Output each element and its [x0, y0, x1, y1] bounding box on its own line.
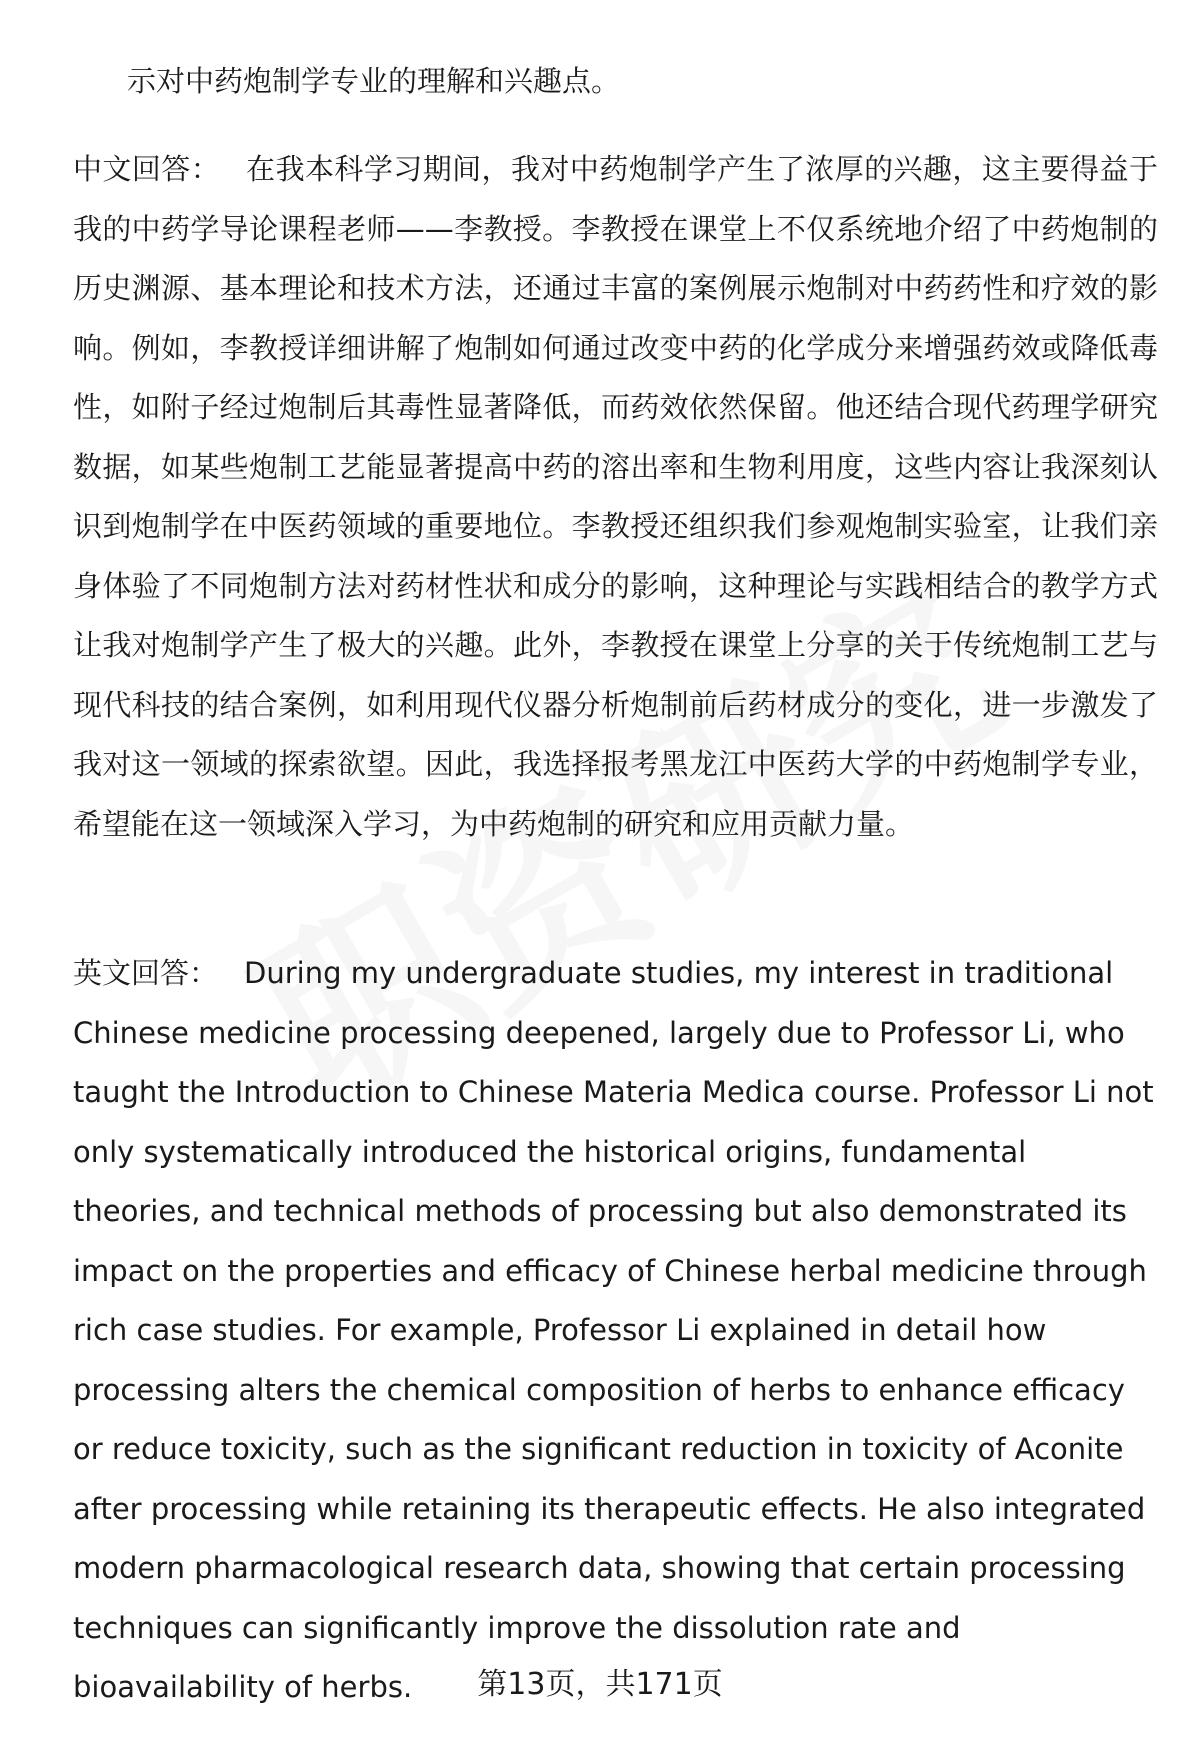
english-answer-text: During my undergraduate studies, my interest in traditional Chinese medicine processing deepened, largely due to Professor Li, who taught the Introduction to Chinese Materia Medica course. Professor Li not only systematically introduced the historical origins, fundamental theories, and technical methods of processing but also demonstrated its impact on the properties and efficacy of Chinese herbal medicine through rich case studies. For example, Professor Li explained in detail how processing alters the chemical composition of herbs to enhance efficacy or reduce toxicity, such as the significant reduction in toxicity of Aconite after processing while retaining its therapeutic effects. He also integrated modern pharmacological research data, showing that certain processing techniques can significantly improve the dissolution rate and bioavailability of herbs. [73, 956, 1154, 1704]
page-number: 第13页，共171页 [477, 1667, 723, 1702]
english-answer-paragraph [73, 944, 1158, 1718]
intro-tail-line: 示对中药炮制学专业的理解和兴趣点。 [127, 64, 621, 98]
english-answer-label: 英文回答： [73, 956, 219, 990]
chinese-answer-paragraph [73, 140, 1158, 854]
chinese-answer-label: 中文回答： [73, 152, 221, 186]
chinese-answer-text: 在我本科学习期间，我对中药炮制学产生了浓厚的兴趣，这主要得益于我的中药学导论课程老师——李教授。李教授在课堂上不仅系统地介绍了中药炮制的历史渊源、基本理论和技术方法，还通过丰富的案例展示炮制对中药药性和疗效的影响。例如，李教授详细讲解了炮制如何通过改变中药的化学成分来增强药效或降低毒性，如附子经过炮制后其毒性显著降低，而药效依然保留。他还结合现代药理学研究数据，如某些炮制工艺能显著提高中药的溶出率和生物利用度，这些内容让我深刻认识到炮制学在中医药领域的重要地位。李教授还组织我们参观炮制实验室，让我们亲身体验了不同炮制方法对药材性状和成分的影响，这种理论与实践相结合的教学方式让我对炮制学产生了极大的兴趣。此外，李教授在课堂上分享的关于传统炮制工艺与现代科技的结合案例，如利用现代仪器分析炮制前后药材成分的变化，进一步激发了我对这一领域的探索欲望。因此，我选择报考黑龙江中医药大学的中药炮制学专业，希望能在这一领域深入学习，为中药炮制的研究和应用贡献力量。 [73, 152, 1158, 841]
